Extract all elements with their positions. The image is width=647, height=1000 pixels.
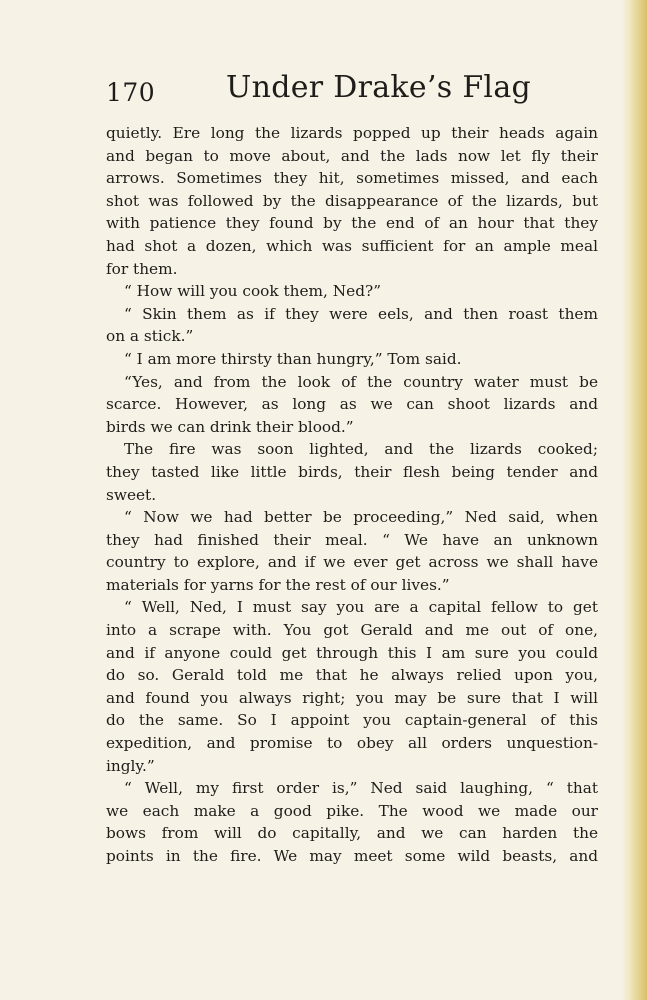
- text-line: on a stick.”: [106, 327, 194, 346]
- text-line: and began to move about, and the lads now let fly their: [106, 146, 598, 165]
- text-line: for them.: [106, 259, 178, 278]
- text-line: materials for yarns for the rest of our lives.”: [106, 575, 450, 594]
- text-line: The fire was soon lighted, and the lizards cooked;: [124, 440, 598, 459]
- text-line: “ Now we had better be proceeding,” Ned said, when: [124, 508, 598, 527]
- text-line: expedition, and promise to obey all orders unquestion-: [106, 734, 598, 753]
- text-line: bows from will do capitally, and we can harden the: [106, 824, 598, 843]
- text-line: we each make a good pike. The wood we made our: [106, 801, 598, 820]
- text-line: “Yes, and from the look of the country water must be: [124, 372, 598, 391]
- text-line: “ I am more thirsty than hungry,” Tom said.: [124, 349, 462, 368]
- text-line: they had finished their meal. “ We have an unknown: [106, 530, 598, 549]
- text-line: had shot a dozen, which was sufficient for an ample meal: [106, 236, 598, 255]
- text-line: sweet.: [106, 485, 157, 504]
- text-line: quietly. Ere long the lizards popped up their heads again: [106, 124, 598, 142]
- text-line: into a scrape with. You got Gerald and me out of one,: [106, 621, 598, 640]
- text-line: and found you always right; you may be sure that I will: [106, 688, 598, 707]
- text-line: “ Well, Ned, I must say you are a capital fellow to get: [124, 598, 598, 617]
- text-line: they tasted like little birds, their flesh being tender and: [106, 462, 598, 481]
- text-line: “ Skin them as if they were eels, and then roast them: [124, 304, 598, 323]
- text-line: do the same. So I appoint you captain-general of this: [106, 711, 598, 730]
- text-line: shot was followed by the disappearance of the lizards, but: [106, 191, 598, 210]
- text-line: arrows. Sometimes they hit, sometimes missed, and each: [106, 169, 598, 188]
- page-number: 170: [106, 78, 156, 107]
- text-line: with patience they found by the end of an hour that they: [106, 214, 598, 233]
- text-line: “ Well, my first order is,” Ned said laughing, “ that: [124, 779, 598, 798]
- page-edge: [621, 0, 647, 1000]
- running-header: [0, 66, 647, 116]
- text-line: points in the fire. We may meet some wild beasts, and: [106, 847, 598, 865]
- text-line: birds we can drink their blood.”: [106, 417, 354, 436]
- text-line: “ How will you cook them, Ned?”: [124, 282, 382, 301]
- running-title: Under Drake’s Flag: [226, 70, 532, 105]
- text-line: ingly.”: [106, 756, 155, 775]
- body-text: [106, 122, 598, 868]
- text-line: country to explore, and if we ever get across we shall have: [106, 553, 598, 572]
- text-line: do so. Gerald told me that he always relied upon you,: [106, 666, 598, 685]
- text-line: scarce. However, as long as we can shoot lizards and: [106, 395, 598, 414]
- text-line: and if anyone could get through this I am sure you could: [106, 643, 598, 662]
